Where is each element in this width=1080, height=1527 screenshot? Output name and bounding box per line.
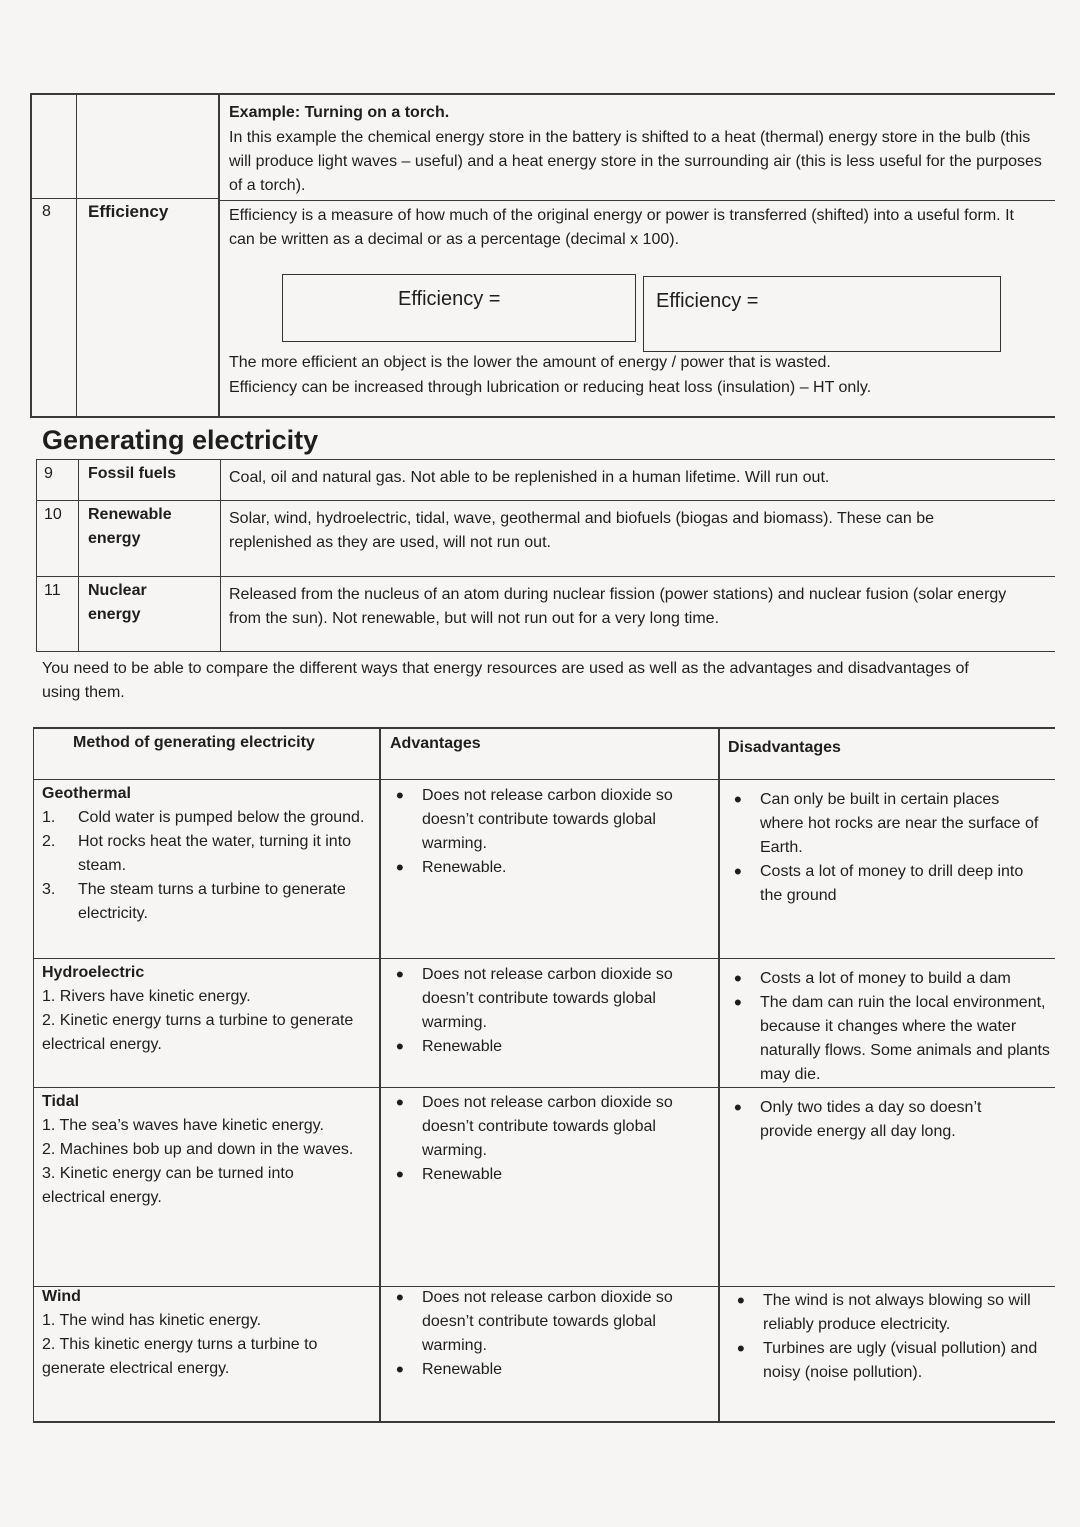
list-item: • Turbines are ugly (visual pollution) and noisy (noise pollution). xyxy=(727,1337,1049,1385)
method-name: Geothermal xyxy=(42,785,131,802)
disadvantages-cell xyxy=(724,967,1054,1087)
table-row xyxy=(42,961,372,1057)
efficiency-note-1: The more efficient an object is the lower the amount of energy / power that is wasted. xyxy=(229,354,831,371)
formula-power-label: Efficiency = xyxy=(656,290,759,312)
table-line xyxy=(36,651,1055,652)
list-item: • Costs a lot of money to drill deep into the ground xyxy=(724,860,1044,908)
list-item: 1. The sea’s waves have kinetic energy. xyxy=(42,1117,324,1134)
disadvantages-cell xyxy=(727,1289,1049,1385)
efficiency-note-2: Efficiency can be increased through lubrication or reducing heat loss (insulation) – HT only. xyxy=(229,379,872,396)
list-item: 2. Kinetic energy turns a turbine to generate electrical energy. xyxy=(42,1012,354,1053)
term-fossil-fuels: Fossil fuels xyxy=(88,465,177,482)
row-number: 11 xyxy=(44,582,61,599)
table-row xyxy=(42,1285,372,1381)
table-line xyxy=(30,416,1055,418)
table-line xyxy=(218,93,220,418)
list-item: • Renewable xyxy=(386,1163,708,1187)
table-line xyxy=(379,727,381,1423)
list-item: • The wind is not always blowing so will reliably produce electricity. xyxy=(727,1289,1049,1337)
efficiency-definition: Efficiency is a measure of how much of the original energy or power is transferred (shifted) into a useful form. It can be written as a decimal or as a percentage (decimal x 100). xyxy=(229,207,1014,248)
row-number: 9 xyxy=(44,465,53,482)
advantages-cell xyxy=(386,1286,708,1382)
disadvantages-cell xyxy=(724,788,1044,908)
list-item: • Does not release carbon dioxide so doesn’t contribute towards global warming. xyxy=(386,1286,708,1358)
table-line xyxy=(36,459,37,652)
header-advantages: Advantages xyxy=(390,735,481,752)
header-disadvantages: Disadvantages xyxy=(728,739,841,756)
list-item: • Costs a lot of money to build a dam xyxy=(724,967,1054,991)
table-line xyxy=(33,727,1055,729)
table-line xyxy=(30,93,1055,95)
table-line xyxy=(30,93,32,418)
list-item: • Does not release carbon dioxide so doesn’t contribute towards global warming. xyxy=(386,1091,708,1163)
method-name: Hydroelectric xyxy=(42,964,145,981)
formula-energy-label: Efficiency = xyxy=(398,288,501,310)
list-item: 1. Rivers have kinetic energy. xyxy=(42,988,251,1005)
advantages-cell xyxy=(386,784,708,880)
table-line xyxy=(33,779,1055,780)
nuclear-definition: Released from the nucleus of an atom during nuclear fission (power stations) and nuclear fusion (solar energy from the sun). Not renewable, but will not run out for a very long time. xyxy=(229,586,1007,627)
table-line xyxy=(220,200,1055,201)
advantages-cell xyxy=(386,963,708,1059)
table-line xyxy=(33,727,34,1423)
example-text: In this example the chemical energy store in the battery is shifted to a heat (thermal) energy store in the bulb (this will produce light waves – useful) and a heat energy store in the surrounding air (this is less useful for the purposes of a torch). xyxy=(229,129,1042,194)
table-line xyxy=(76,93,77,418)
compare-note: You need to be able to compare the different ways that energy resources are used as well as the advantages and disadvantages of using them. xyxy=(42,660,969,701)
method-steps xyxy=(42,806,372,926)
table-line xyxy=(36,459,1055,460)
example-title: Example: Turning on a torch. xyxy=(229,104,450,121)
table-line xyxy=(78,459,79,652)
list-item: 1. Cold water is pumped below the ground. xyxy=(42,809,365,826)
table-line xyxy=(33,1421,1055,1423)
row-number: 10 xyxy=(44,506,62,523)
row-number: 8 xyxy=(42,203,51,220)
renewable-definition: Solar, wind, hydroelectric, tidal, wave, geothermal and biofuels (biogas and biomass). These can be replenished as they are used, will not run out. xyxy=(229,510,934,551)
table-line xyxy=(36,500,1055,501)
table-row xyxy=(42,782,372,926)
list-item: • Can only be built in certain places where hot rocks are near the surface of Earth. xyxy=(724,788,1044,860)
header-method: Method of generating electricity xyxy=(73,734,315,751)
list-item: 3. The steam turns a turbine to generate electricity. xyxy=(42,881,346,922)
method-name: Wind xyxy=(42,1288,81,1305)
list-item: • Only two tides a day so doesn’t provide energy all day long. xyxy=(724,1096,1024,1144)
list-item: 2. Machines bob up and down in the waves. xyxy=(42,1141,354,1158)
list-item: • Renewable xyxy=(386,1358,708,1382)
list-item: 2. Hot rocks heat the water, turning it into steam. xyxy=(42,833,352,874)
table-line xyxy=(33,1087,1055,1088)
table-line xyxy=(33,958,1055,959)
list-item: • Does not release carbon dioxide so doesn’t contribute towards global warming. xyxy=(386,784,708,856)
disadvantages-cell xyxy=(724,1096,1024,1144)
table-row xyxy=(42,1090,372,1210)
term-nuclear-energy: Nuclear energy xyxy=(88,582,147,623)
list-item: • The dam can ruin the local environment, because it changes where the water naturally flows. Some animals and plants may die. xyxy=(724,991,1054,1087)
list-item: • Renewable xyxy=(386,1035,708,1059)
table-line xyxy=(36,576,1055,577)
method-name: Tidal xyxy=(42,1093,80,1110)
table-line xyxy=(220,459,221,652)
advantages-cell xyxy=(386,1091,708,1187)
table-line xyxy=(718,727,720,1423)
list-item: 1. The wind has kinetic energy. xyxy=(42,1312,262,1329)
list-item: 2. This kinetic energy turns a turbine to generate electrical energy. xyxy=(42,1336,318,1377)
term-renewable-energy: Renewable energy xyxy=(88,506,172,547)
table-line xyxy=(30,198,220,199)
fossil-fuels-definition: Coal, oil and natural gas. Not able to be replenished in a human lifetime. Will run out. xyxy=(229,469,830,486)
section-heading: Generating electricity xyxy=(42,425,319,455)
list-item: • Renewable. xyxy=(386,856,708,880)
term-efficiency: Efficiency xyxy=(88,202,169,221)
list-item: • Does not release carbon dioxide so doesn’t contribute towards global warming. xyxy=(386,963,708,1035)
list-item: 3. Kinetic energy can be turned into electrical energy. xyxy=(42,1165,294,1206)
